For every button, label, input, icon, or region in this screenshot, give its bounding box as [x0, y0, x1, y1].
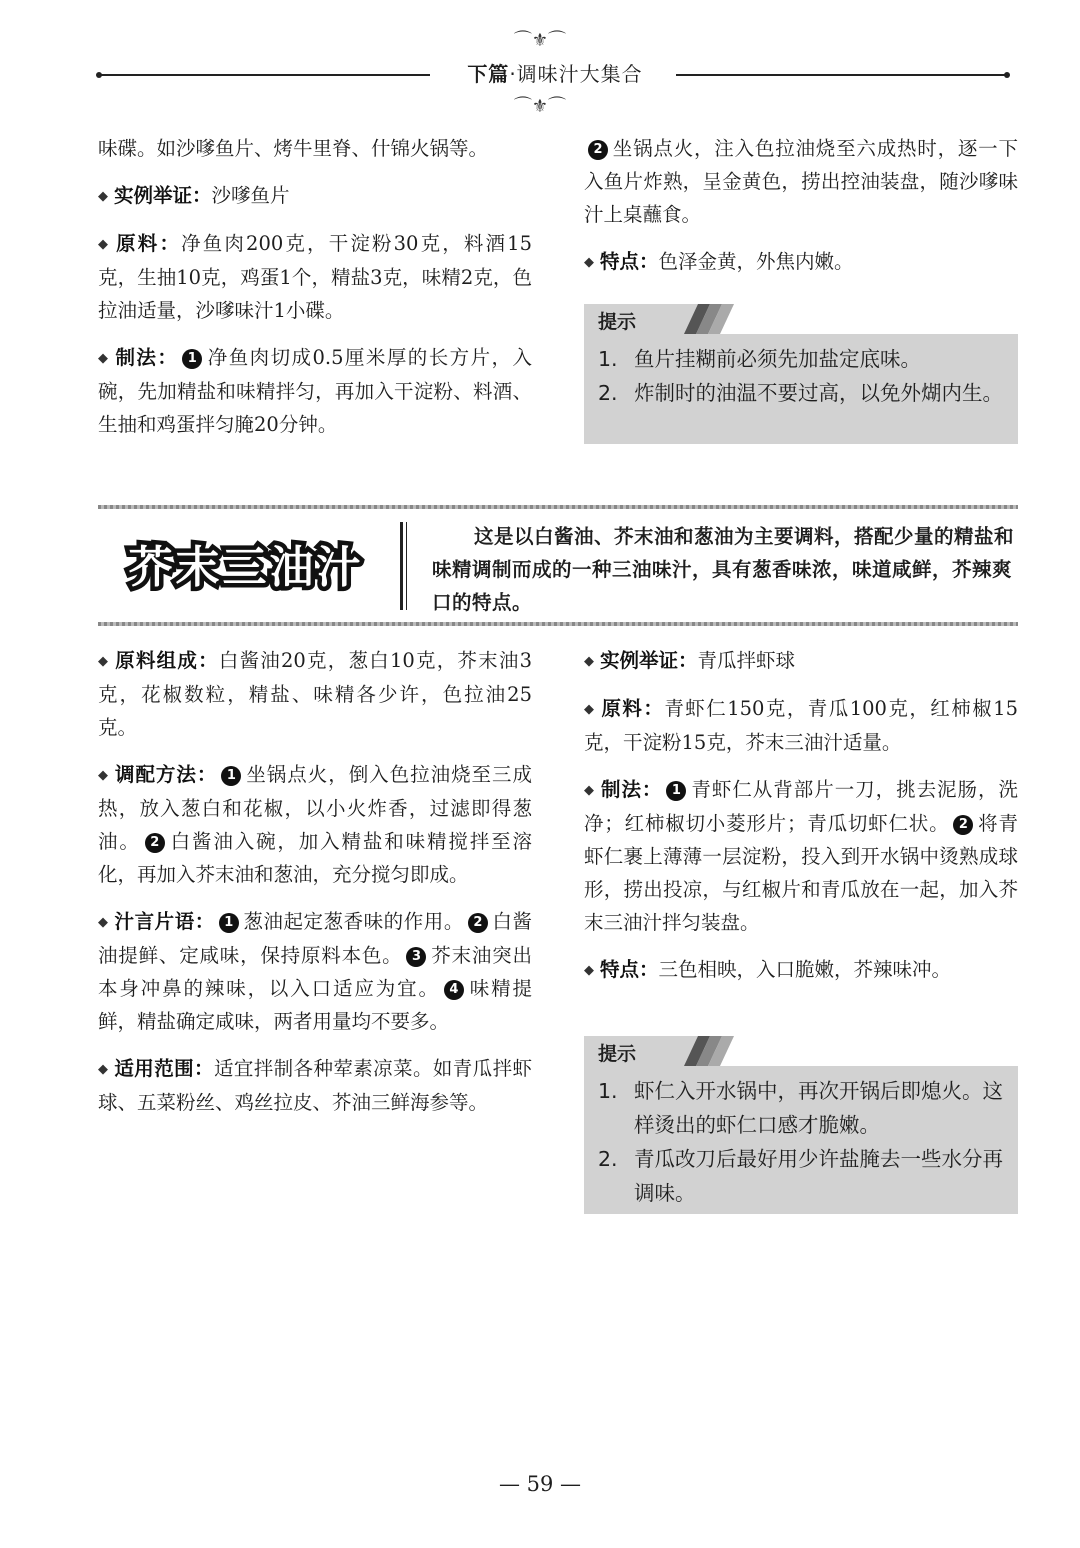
mixing-method-paragraph — [98, 758, 532, 891]
section-intro — [432, 520, 1018, 619]
feature-value: 色泽金黄，外焦内嫩。 — [658, 250, 854, 273]
bottom-left-column — [98, 644, 532, 1133]
example-line — [584, 644, 1018, 678]
step-2-icon: 2 — [953, 815, 973, 835]
method-step-1: 青虾仁从背部片一刀，挑去泥肠，洗净；红柿椒切小菱形片；青瓜切虾仁状。 — [584, 778, 1018, 835]
composition-label: 原料组成： — [115, 649, 219, 672]
tip-item-text: 青瓜改刀后最好用少许盐腌去一些水分再调味。 — [634, 1147, 1003, 1205]
method-paragraph — [584, 773, 1018, 939]
mixing-method-label: 调配方法： — [114, 763, 218, 786]
tip-item-text: 炸制时的油温不要过高，以免外煳内生。 — [634, 381, 1003, 405]
mixing-step-1: 坐锅点火，倒入色拉油烧至三成热，放入葱白和花椒，以小火炸香，过滤即得葱油。 — [98, 763, 532, 853]
diamond-bullet-icon: ◆ — [584, 255, 594, 270]
mixing-step-2: 白酱油入碗，加入精盐和味精搅拌至溶化，再加入芥末油和葱油，充分搅匀即成。 — [98, 830, 532, 886]
composition-value: 白酱油20克，葱白10克，芥末油3克，花椒数粒，精盐、味精各少许，色拉油25克。 — [98, 649, 532, 739]
method-label: 制法： — [115, 346, 179, 369]
ingredients-label: 原料： — [601, 697, 665, 720]
example-label: 实例举证： — [600, 649, 698, 672]
tip-list — [584, 1066, 1018, 1218]
method-step-2-paragraph — [584, 132, 1018, 231]
tip-stripes-icon — [684, 1036, 764, 1066]
header-separator: · — [509, 62, 517, 86]
diamond-bullet-icon: ◆ — [584, 702, 596, 717]
header-rule-left — [98, 74, 430, 76]
note-4-icon: 4 — [444, 980, 464, 1000]
method-label: 制法： — [600, 778, 663, 801]
method-paragraph — [98, 341, 532, 441]
header-part: 下篇 — [467, 62, 510, 86]
tip-item-number: 1. — [598, 347, 618, 371]
scope-label: 适用范围： — [114, 1057, 214, 1080]
feature-value: 三色相映，入口脆嫩，芥辣味冲。 — [658, 958, 952, 981]
example-label: 实例举证： — [114, 184, 212, 207]
notes-paragraph — [98, 905, 532, 1038]
method-step-2: 将青虾仁裹上薄薄一层淀粉，投入到开水锅中烫熟成球形，捞出投凉，与红椒片和青瓜放在一起，加入芥末三油汁拌匀装盘。 — [584, 812, 1018, 934]
step-1-icon: 1 — [182, 349, 202, 369]
section-title: 芥末三油汁 — [128, 542, 364, 593]
tip-item-text: 鱼片挂糊前必须先加盐定底味。 — [634, 347, 921, 371]
note-1-icon: 1 — [219, 913, 239, 933]
section-divider-bar — [400, 522, 403, 610]
notes-label: 汁言片语： — [114, 910, 215, 933]
ingredients-value: 净鱼肉200克，干淀粉30克，料酒15克，生抽10克，鸡蛋1个，精盐3克，味精2克，色拉油适量，沙嗲味汁1小碟。 — [98, 232, 532, 322]
tip-item-number: 1. — [598, 1079, 618, 1103]
diamond-bullet-icon: ◆ — [584, 963, 594, 978]
header-title: 调味汁大集合 — [516, 62, 643, 86]
feature-label: 特点： — [600, 250, 659, 273]
note-4: 味精提鲜，精盐确定咸味，两者用量均不要多。 — [98, 977, 532, 1033]
header-rule-right — [676, 74, 1006, 76]
diamond-bullet-icon: ◆ — [98, 915, 109, 930]
step-2-icon: 2 — [588, 140, 608, 160]
tip-stripes-icon — [684, 304, 764, 334]
diamond-bullet-icon: ◆ — [98, 351, 110, 366]
tip-item — [598, 1074, 1006, 1142]
note-2: 白酱油提鲜、定咸味，保持原料本色。 — [98, 910, 532, 967]
section-intro-text: 这是以白酱油、芥末油和葱油为主要调料，搭配少量的精盐和味精调制而成的一种三油味汁，具有葱香味浓，味道咸鲜，芥辣爽口的特点。 — [432, 525, 1015, 614]
example-line — [98, 179, 532, 213]
example-value: 沙嗲鱼片 — [211, 184, 290, 207]
header-ornament-top: ⌒⚜⌒ — [513, 30, 567, 51]
section-rule-top — [98, 505, 1018, 509]
tip-box-top — [584, 311, 1018, 444]
note-3: 芥末油突出本身冲鼻的辣味，以入口适应为宜。 — [98, 944, 532, 1000]
bottom-right-column — [584, 644, 1018, 1001]
step-1-icon: 1 — [221, 766, 241, 786]
tip-item-text: 虾仁入开水锅中，再次开锅后即熄火。这样烫出的虾仁口感才脆嫩。 — [634, 1079, 1003, 1137]
composition-paragraph — [98, 644, 532, 744]
example-value: 青瓜拌虾球 — [697, 649, 796, 672]
feature-label: 特点： — [600, 958, 659, 981]
scope-paragraph — [98, 1052, 532, 1119]
diamond-bullet-icon: ◆ — [98, 189, 108, 204]
tip-item-number: 2. — [598, 1147, 618, 1171]
header-dot-right — [1004, 72, 1010, 78]
step-2-icon: 2 — [145, 833, 165, 853]
ingredients-paragraph — [98, 227, 532, 327]
scope-value: 适宜拌制各种荤素凉菜。如青瓜拌虾球、五菜粉丝、鸡丝拉皮、芥油三鲜海参等。 — [98, 1057, 532, 1114]
section-divider-bar-thin — [406, 522, 407, 610]
diamond-bullet-icon: ◆ — [98, 1062, 109, 1077]
ingredients-label: 原料： — [116, 232, 182, 255]
method-step-2: 坐锅点火，注入色拉油烧至六成热时，逐一下入鱼片炸熟，呈金黄色，捞出控油装盘，随沙嗲味汁上桌蘸食。 — [584, 137, 1018, 226]
note-3-icon: 3 — [406, 947, 426, 967]
tip-item — [598, 342, 1006, 376]
ingredients-value: 青虾仁150克，青瓜100克，红柿椒15克，干淀粉15克，芥末三油汁适量。 — [584, 697, 1018, 754]
diamond-bullet-icon: ◆ — [584, 783, 595, 798]
tip-list — [584, 334, 1018, 418]
note-2-icon: 2 — [468, 913, 488, 933]
header-ornament-bottom: ⌒⚜⌒ — [513, 96, 567, 117]
tip-title: 提示 — [584, 1036, 704, 1066]
diamond-bullet-icon: ◆ — [98, 237, 111, 252]
feature-paragraph — [584, 953, 1018, 987]
diamond-bullet-icon: ◆ — [584, 654, 594, 669]
tip-item — [598, 1142, 1006, 1210]
diamond-bullet-icon: ◆ — [98, 654, 110, 669]
tip-item-number: 2. — [598, 381, 618, 405]
continuation-text: 味碟。如沙嗲鱼片、烤牛里脊、什锦火锅等。 — [98, 137, 489, 160]
top-left-column — [98, 132, 532, 455]
tip-item — [598, 376, 1006, 410]
tip-title: 提示 — [584, 304, 704, 334]
ingredients-paragraph — [584, 692, 1018, 759]
step-1-icon: 1 — [666, 781, 686, 801]
top-right-column — [584, 132, 1018, 293]
section-rule-bottom — [98, 622, 1018, 626]
header-dot-left — [96, 72, 102, 78]
diamond-bullet-icon: ◆ — [98, 768, 109, 783]
page-number: — 59 — — [498, 1472, 582, 1496]
method-step-1: 净鱼肉切成0.5厘米厚的长方片，入碗，先加精盐和味精拌匀，再加入干淀粉、料酒、生抽和鸡蛋拌匀腌20分钟。 — [98, 346, 532, 436]
running-header — [440, 58, 670, 87]
tip-box-bottom — [584, 1043, 1018, 1214]
feature-paragraph — [584, 245, 1018, 279]
note-1: 葱油起定葱香味的作用。 — [242, 910, 464, 933]
